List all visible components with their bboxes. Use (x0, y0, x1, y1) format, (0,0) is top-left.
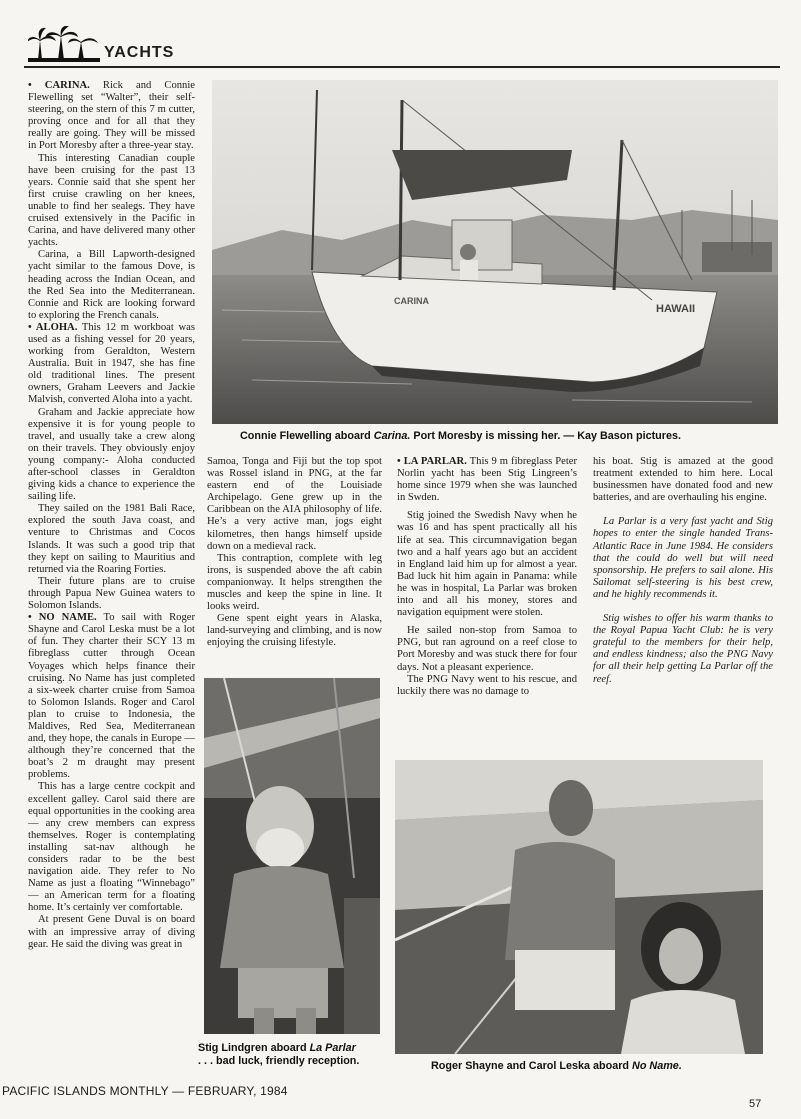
roger-carol-image (395, 760, 763, 1054)
caption-text: . . . bad luck, friendly reception. (198, 1054, 360, 1067)
paragraph: He sailed non-stop from Samoa to PNG, but ran aground on a reef close to Port Moresby and was stuck there for four days. Not a pleasant experience. (397, 625, 577, 673)
paragraph: This contraption, complete with leg irons, is suspended above the aft cabin companionway. It helps strengthen the muscles and keep the spine in line. It looks weird. (207, 552, 382, 613)
caption-text: Connie Flewelling aboard (240, 430, 374, 442)
palm-trees-logo-icon (28, 26, 100, 62)
stig-photo (204, 678, 380, 1034)
hull-port-text: HAWAII (656, 303, 696, 315)
header-rule (24, 66, 780, 68)
paragraph: • ALOHA. This 12 m workboat was used as a fishing vessel for 20 years, working from Geraldton, Western Australia. Buit in 1947, she has fine old traditional lines. The present owners, Graham Leevers and Jackie Malvish, converted Aloha into a yacht. (28, 321, 195, 406)
paragraph: They sailed on the 1981 Bali Race, explored the south Java coast, and venture to Christmas and Cocos Islands. It was such a good trip that they kept on sailing to Mauritius and returned via the Roaring Forties. (28, 503, 195, 575)
roger-carol-photo (395, 760, 763, 1054)
caption-boat-name: Carina. (373, 430, 411, 442)
caption-text: Stig Lindgren aboard (198, 1042, 310, 1054)
paragraph: his boat. Stig is amazed at the good treatment extended to him here. Local businessmen have donated food and new batteries, and are overhauling his engine. (593, 456, 773, 504)
paragraph: This interesting Canadian couple have been cruising for the past 13 years. Connie said that she spent her first cruise crawling on her knees, unable to find her sealegs. They have cruised extensively in the Pacific in Carina, and have delivered many other yachts. (28, 152, 195, 249)
subhead: NO NAME. (38, 612, 97, 624)
article-column-4 (593, 456, 773, 686)
page-number: 57 (749, 1098, 762, 1110)
paragraph: This has a large centre cockpit and excellent galley. Carol said there are equal opportunities in the cooking area — any crew members can express themselves. Roger is contemplating installing sat-nav although he considers radar to be the best navigation aide. They refer to No Name as just a floating “Winnebago” — an American term for a floating home. It’s certainly ver comfortable. (28, 781, 195, 914)
carina-caption (240, 430, 780, 443)
article-column-3 (397, 456, 577, 698)
paragraph: • LA PARLAR. This 9 m fibreglass Peter Norlin yacht has been Stig Lingreen’s home since 1979 when she was launched in Swden. (397, 456, 577, 504)
paragraph: La Parlar is a very fast yacht and Stig hopes to enter the single handed Trans-Atlantic Race in June 1984. He considers that the could do well but will need sponsorship. He prefers to sail alone. His Sailomat self-steering is his best crew, and he highly recommends it. (593, 516, 773, 600)
roger-carol-caption (431, 1060, 771, 1073)
paragraph: • CARINA. Rick and Connie Flewelling set “Walter”, their self-steering, on the stern of this 7 m cutter, proving once and for all that they really are going. They will be missed in Port Moresby after a three-year stay. (28, 80, 195, 152)
paragraph: At present Gene Duval is on board with an impressive array of diving gear. He said the diving was great in (28, 914, 195, 950)
paragraph: Gene spent eight years in Alaska, land-surveying and climbing, and is now enjoying the cruising lifestyle. (207, 613, 382, 649)
article-column-1 (28, 80, 195, 951)
paragraph: Stig joined the Swedish Navy when he was 16 and has spent practically all his life at sea. This circumnavigation began two and a half years ago but an accident in England laid him up for almost a year. Bad luck hit him again in Panama: while he was in hospital, La Parlar was broken into and all his money, stores and navigation equipment were stolen. (397, 510, 577, 619)
paragraph-text: This 9 m fibreglass Peter Norlin yacht has been Stig Lingreen’s home since 1979 when she was launched in Swden. (397, 456, 577, 504)
paragraph-text: Rick and Connie Flewelling set “Walter”, their self-steering, on the stern of this 7 m cutter, proving once and for all that they really are going. They will be missed in Port Moresby after a three-year stay. (28, 80, 195, 152)
article-column-2 (207, 456, 382, 650)
paragraph: Carina, a Bill Lapworth-designed yacht similar to the famous Dove, is heading across the Indian Ocean, and the Red Sea into the Mediterranean. Connie and Rick are looking forward to exploring the French canals. (28, 249, 195, 321)
section-title: YACHTS (104, 44, 175, 61)
caption-boat-name: La Parlar (309, 1042, 356, 1054)
paragraph: Stig wishes to offer his warm thanks to the Royal Papua Yacht Club: he is very grateful to the members for their help, and endless kindness; also the PNG Navy for all their help getting La Parlar off the reef. (593, 613, 773, 685)
subhead: ALOHA. (35, 321, 78, 333)
hull-name-text: CARINA (394, 296, 429, 306)
stig-image (204, 678, 380, 1034)
stig-caption (198, 1042, 388, 1067)
carina-photo (212, 80, 778, 424)
subhead: LA PARLAR. (403, 456, 467, 467)
paragraph: The PNG Navy went to his rescue, and luckily there was no damage to (397, 673, 577, 697)
paragraph: Their future plans are to cruise through Papua New Guinea waters to Solomon Islands. (28, 575, 195, 612)
caption-text: Port Moresby is missing her. — Kay Bason pictures. (410, 430, 681, 442)
caption-text: Roger Shayne and Carol Leska aboard (431, 1060, 633, 1072)
paragraph-text: This 12 m workboat was used as a fishing vessel for 20 years, working from Geraldton, Western Australia. Buit in 1947, she has fine old traditional lines. The present owners, Graham Leevers and Jackie Malvish, converted Aloha into a yacht. (28, 321, 195, 406)
paragraph: Graham and Jackie appreciate how expensive it is for young people to travel, and usually take a crew along on their travels. They obviously enjoy young company:- Aloha conducted after-school classes in Geraldton giving kids a chance to experience the sailing life. (28, 406, 195, 503)
magazine-footer: PACIFIC ISLANDS MONTHLY — FEBRUARY, 1984 (2, 1084, 288, 1098)
caption-boat-name: No Name. (632, 1060, 682, 1072)
paragraph-text: To sail with Roger Shayne and Carol Leska must be a lot of fun. They charter their SCY 13 m fibreglass cutter through Ocean Voyages which helps finance their cruising. No Name has just completed a six-week charter cruise from Samoa to Solomon Islands. Roger and Carol plan to cruise to Indonesia, the Maldives, Red Sea, Mediterranean and, they hope, the canals in Europe — although they’re concerned that the boat’s 2 m draught may present problems. (28, 612, 195, 781)
paragraph: Samoa, Tonga and Fiji but the top spot was Rossel island in PNG, at the far eastern end of the Louisiade Archipelago. Gene grew up in the Caribbean on the AIA philosophy of life. He’s a very active man, jogs eight kilometres, then hangs himself upside down on a medieval rack. (207, 456, 382, 552)
carina-yacht-image (212, 80, 778, 424)
page-header (26, 22, 778, 70)
paragraph: • NO NAME. To sail with Roger Shayne and Carol Leska must be a lot of fun. They charter their SCY 13 m fibreglass cutter through Ocean Voyages which helps finance their cruising. No Name has just completed a six-week charter cruise from Samoa to Solomon Islands. Roger and Carol plan to cruise to Indonesia, the Maldives, Red Sea, Mediterranean and, they hope, the canals in Europe — although they’re concerned that the boat’s 2 m draught may present problems. (28, 612, 195, 781)
subhead: CARINA. (44, 80, 90, 91)
